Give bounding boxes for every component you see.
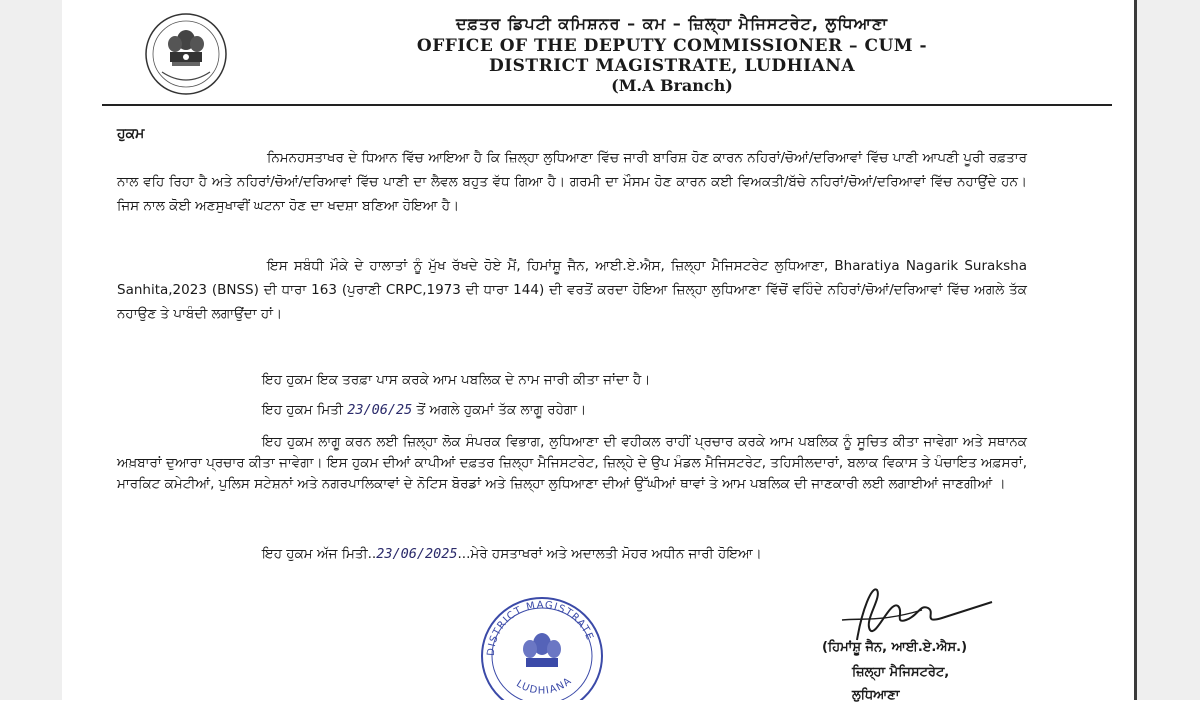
para6-after: ...ਮੇਰੇ ਹਸਤਾਖਰਾਂ ਅਤੇ ਅਦਾਲਤੀ ਮੋਹਰ ਅਧੀਨ ਜਾਰੀ ਹੋਇਆ।: [457, 546, 762, 562]
para4-after: ਤੋਂ ਅਗਲੇ ਹੁਕਮਾਂ ਤੱਕ ਲਾਗੂ ਰਹੇਗਾ।: [412, 402, 587, 418]
ashoka-emblem-icon: [142, 10, 230, 98]
document-page: [62, 0, 1134, 703]
left-margin: [0, 0, 62, 700]
seal-place: LUDHIANA: [514, 675, 575, 697]
office-title-line2: DISTRICT MAGISTRATE, LUDHIANA: [488, 56, 856, 76]
office-title-punjabi: ਦਫ਼ਤਰ ਡਿਪਟੀ ਕਮਿਸ਼ਨਰ – ਕਮ – ਜ਼ਿਲ੍ਹਾ ਮੈਜਿਸਟਰੇਟ, ਲੁਧਿਆਣਾ: [456, 14, 888, 33]
issue-date: 23/06/2025: [376, 546, 458, 562]
signatory-place: ਲੁਧਿਆਣਾ: [852, 688, 900, 703]
office-title-line1: OFFICE OF THE DEPUTY COMMISSIONER – CUM -: [416, 36, 928, 56]
effective-date: 23/06/25: [347, 402, 413, 418]
order-paragraph-4: [262, 398, 1022, 422]
order-heading: ਹੁਕਮ: [117, 126, 145, 142]
order-paragraph-3: ਇਹ ਹੁਕਮ ਇਕ ਤਰਫ਼ਾ ਪਾਸ ਕਰਕੇ ਆਮ ਪਬਲਿਕ ਦੇ ਨਾਮ ਜਾਰੀ ਕੀਤਾ ਜਾਂਦਾ ਹੈ।: [262, 372, 651, 388]
order-paragraph-1: ਨਿਮਨਹਸਤਾਖਰ ਦੇ ਧਿਆਨ ਵਿੱਚ ਆਇਆ ਹੈ ਕਿ ਜ਼ਿਲ੍ਹਾ ਲੁਧਿਆਣਾ ਵਿੱਚ ਜਾਰੀ ਬਾਰਿਸ਼ ਹੋਣ ਕਾਰਨ ਨਹਿਰਾਂ/ਚੋਆਂ/ਦਰਿਆਵਾਂ ਵਿੱਚ ਪਾਣੀ ਆਪਣੀ ਪੂਰੀ ਰਫ਼ਤਾਰ ਨਾਲ ਵਹਿ ਰਿਹਾ ਹੈ ਅਤੇ ਨਹਿਰਾਂ/ਚੋਆਂ/ਦਰਿਆਵਾਂ ਵਿੱਚ ਪਾਣੀ ਦਾ ਲੈਵਲ ਬਹੁਤ ਵੱਧ ਗਿਆ ਹੈ। ਗਰਮੀ ਦਾ ਮੌਸਮ ਹੋਣ ਕਾਰਨ ਕਈ ਵਿਅਕਤੀ/ਬੱਚੇ ਨਹਿਰਾਂ/ਚੋਆਂ/ਦਰਿਆਵਾਂ ਵਿੱਚ ਨਹਾਉਂਦੇ ਹਨ। ਜਿਸ ਨਾਲ ਕੋਈ ਅਣਸੁਖਾਵੀਂ ਘਟਨਾ ਹੋਣ ਦਾ ਖਦਸ਼ਾ ਬਣਿਆ ਹੋਇਆ ਹੈ।: [117, 150, 1027, 214]
signatory-name: (ਹਿਮਾਂਸ਼ੂ ਜੈਨ, ਆਈ.ਏ.ਐਸ.): [822, 640, 968, 655]
header-divider: [102, 104, 1112, 106]
branch-label: (M.A Branch): [611, 76, 733, 95]
signatory-title: ਜ਼ਿਲ੍ਹਾ ਮੈਜਿਸਟਰੇਟ,: [852, 665, 950, 680]
para6-before: ਇਹ ਹੁਕਮ ਅੱਜ ਮਿਤੀ..: [262, 546, 377, 562]
right-margin: [1134, 0, 1200, 700]
district-magistrate-seal: [472, 586, 612, 700]
order-paragraph-5: ਇਹ ਹੁਕਮ ਲਾਗੂ ਕਰਨ ਲਈ ਜ਼ਿਲ੍ਹਾ ਲੋਕ ਸੰਪਰਕ ਵਿਭਾਗ, ਲੁਧਿਆਣਾ ਦੀ ਵਹੀਕਲ ਰਾਹੀਂ ਪ੍ਰਚਾਰ ਕਰਕੇ ਆਮ ਪਬਲਿਕ ਨੂੰ ਸੂਚਿਤ ਕੀਤਾ ਜਾਵੇਗਾ ਅਤੇ ਸਥਾਨਕ ਅਖ਼ਬਾਰਾਂ ਦੁਆਰਾ ਪ੍ਰਚਾਰ ਕੀਤਾ ਜਾਵੇਗਾ। ਇਸ ਹੁਕਮ ਦੀਆਂ ਕਾਪੀਆਂ ਦਫ਼ਤਰ ਜ਼ਿਲ੍ਹਾ ਮੈਜਿਸਟਰੇਟ, ਜ਼ਿਲ੍ਹੇ ਦੇ ਉਪ ਮੰਡਲ ਮੈਜਿਸਟਰੇਟ, ਤਹਿਸੀਲਦਾਰਾਂ, ਬਲਾਕ ਵਿਕਾਸ ਤੇ ਪੰਚਾਇਤ ਅਫ਼ਸਰਾਂ, ਮਾਰਕਿਟ ਕਮੇਟੀਆਂ, ਪੁਲਿਸ ਸਟੇਸ਼ਨਾਂ ਅਤੇ ਨਗਰਪਾਲਿਕਾਵਾਂ ਦੇ ਨੋਟਿਸ ਬੋਰਡਾਂ ਅਤੇ ਜ਼ਿਲ੍ਹਾ ਲੁਧਿਆਣਾ ਦੀਆਂ ਉੱਘੀਆਂ ਥਾਵਾਂ ਤੇ ਆਮ ਪਬਲਿਕ ਦੀ ਜਾਣਕਾਰੀ ਲਈ ਲਗਾਈਆਂ ਜਾਣਗੀਆਂ ।: [117, 434, 1027, 492]
para4-before: ਇਹ ਹੁਕਮ ਮਿਤੀ: [262, 402, 348, 418]
order-paragraph-2: ਇਸ ਸਬੰਧੀ ਮੌਕੇ ਦੇ ਹਾਲਾਤਾਂ ਨੂੰ ਮੁੱਖ ਰੱਖਦੇ ਹੋਏ ਮੈਂ, ਹਿਮਾਂਸ਼ੂ ਜੈਨ, ਆਈ.ਏ.ਐਸ, ਜ਼ਿਲ੍ਹਾ ਮੈਜਿਸਟਰੇਟ ਲੁਧਿਆਣਾ, Bharatiya Nagarik Suraksha Sanhita,2023 (BNSS) ਦੀ ਧਾਰਾ 163 (ਪੁਰਾਣੀ CRPC,1973 ਦੀ ਧਾਰਾ 144) ਦੀ ਵਰਤੋਂ ਕਰਦਾ ਹੋਇਆ ਜ਼ਿਲ੍ਹਾ ਲੁਧਿਆਣਾ ਵਿੱਚੋਂ ਵਹਿੰਦੇ ਨਹਿਰਾਂ/ਚੋਆਂ/ਦਰਿਆਵਾਂ ਵਿੱਚ ਅਗਲੇ ਤੱਕ ਨਹਾਉਣ ਤੇ ਪਾਬੰਦੀ ਲਗਾਉਂਦਾ ਹਾਂ।: [117, 258, 1027, 322]
order-paragraph-6: [117, 542, 1027, 566]
seal-text: DISTRICT MAGISTRATE: [485, 599, 596, 657]
